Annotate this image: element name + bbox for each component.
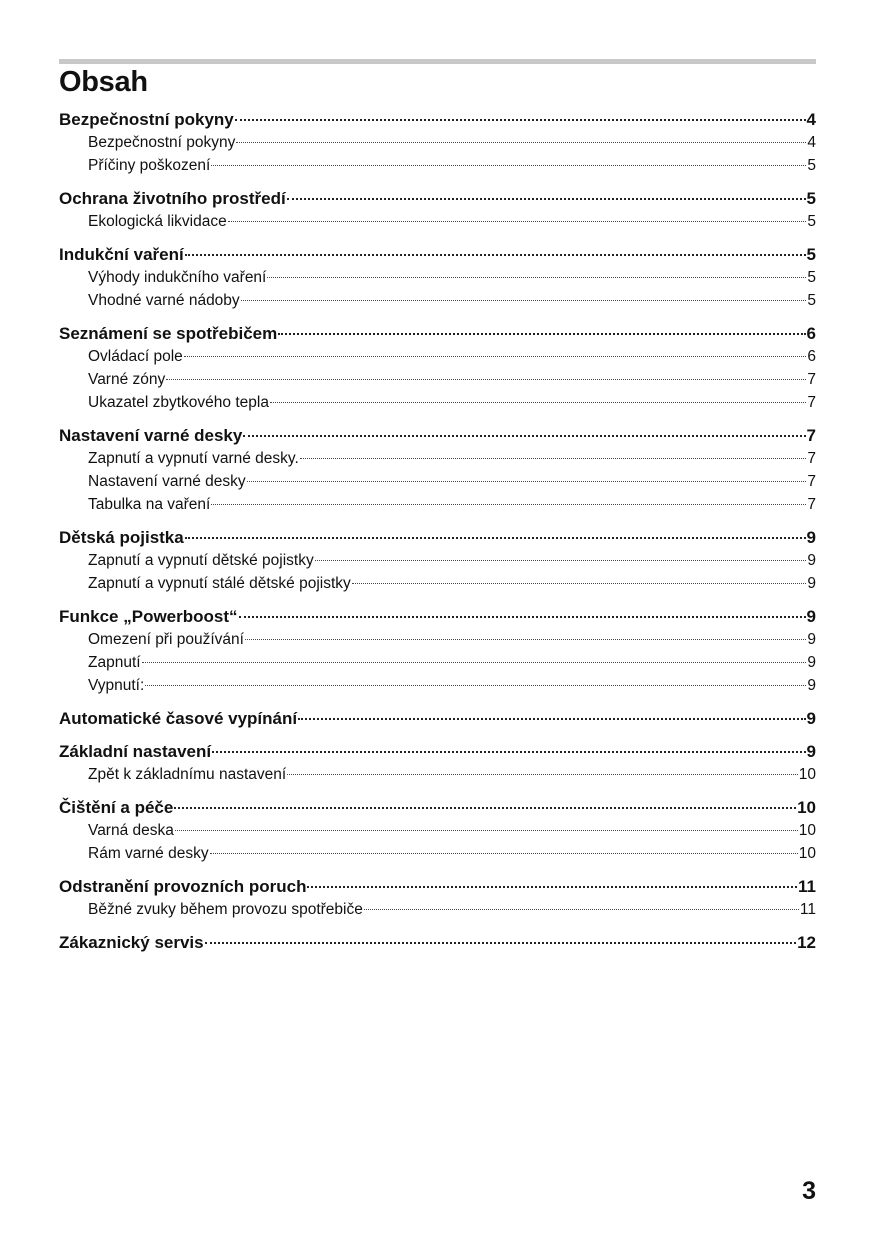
toc-section <box>59 796 816 865</box>
toc-entry-page: 9 <box>807 552 816 569</box>
dot-leader <box>247 481 807 482</box>
dot-leader <box>175 830 798 831</box>
toc-section <box>59 424 816 516</box>
toc-heading[interactable] <box>59 796 816 819</box>
dot-leader <box>235 119 806 121</box>
toc-entry-label: Ekologická likvidace <box>88 213 227 230</box>
dot-leader <box>185 537 806 539</box>
toc-entry[interactable] <box>59 842 816 865</box>
toc-heading-label: Ochrana životního prostředí <box>59 189 286 208</box>
toc-entry[interactable] <box>59 154 816 177</box>
toc-heading-label: Seznámení se spotřebičem <box>59 324 278 343</box>
toc-entry-page: 9 <box>807 631 816 648</box>
dot-leader <box>245 639 806 640</box>
toc-heading[interactable] <box>59 108 816 131</box>
page-title: Obsah <box>59 66 148 98</box>
toc-section <box>59 740 816 786</box>
dot-leader <box>241 300 807 301</box>
toc-entry-page: 4 <box>807 134 816 151</box>
toc-heading-page: 5 <box>806 189 816 208</box>
page-number: 3 <box>802 1177 816 1205</box>
toc-heading[interactable] <box>59 605 816 628</box>
dot-leader <box>205 942 796 944</box>
dot-leader <box>270 402 806 403</box>
toc-entry-page: 11 <box>799 901 816 918</box>
dot-leader <box>236 142 806 143</box>
toc-entry[interactable] <box>59 651 816 674</box>
toc-entry[interactable] <box>59 674 816 697</box>
toc-heading[interactable] <box>59 740 816 763</box>
toc-heading-page: 9 <box>806 528 816 547</box>
dot-leader <box>300 458 807 459</box>
dot-leader <box>352 583 807 584</box>
toc-entry-label: Bezpečnostní pokyny <box>88 134 236 151</box>
toc-entry-page: 7 <box>807 371 816 388</box>
toc-heading-label: Čištění a péče <box>59 798 174 817</box>
dot-leader <box>174 807 796 809</box>
toc-heading-label: Indukční vaření <box>59 245 184 264</box>
toc-entry-label: Omezení při používání <box>88 631 244 648</box>
dot-leader <box>364 909 799 910</box>
toc-heading-page: 9 <box>806 607 816 626</box>
toc-entry[interactable] <box>59 628 816 651</box>
toc-entry[interactable] <box>59 131 816 154</box>
dot-leader <box>278 333 805 335</box>
dot-leader <box>315 560 807 561</box>
toc-entry-label: Varná deska <box>88 822 174 839</box>
toc-entry-label: Zpět k základnímu nastavení <box>88 766 287 783</box>
toc-entry[interactable] <box>59 493 816 516</box>
toc-entry-page: 7 <box>807 450 816 467</box>
toc-heading-label: Zákaznický servis <box>59 933 204 952</box>
toc-entry-label: Zapnutí a vypnutí dětské pojistky <box>88 552 314 569</box>
dot-leader <box>185 254 806 256</box>
toc-entry[interactable] <box>59 470 816 493</box>
toc-entry[interactable] <box>59 210 816 233</box>
toc-heading-page: 6 <box>806 324 816 343</box>
toc-heading-page: 12 <box>797 933 816 952</box>
toc-entry[interactable] <box>59 345 816 368</box>
toc-heading-label: Automatické časové vypínání <box>59 709 298 728</box>
toc-entry[interactable] <box>59 819 816 842</box>
table-of-contents <box>59 108 816 964</box>
toc-entry-page: 7 <box>807 496 816 513</box>
toc-heading-page: 10 <box>797 798 816 817</box>
dot-leader <box>243 435 805 437</box>
toc-heading-page: 11 <box>798 877 816 896</box>
dot-leader <box>142 662 807 663</box>
toc-heading[interactable] <box>59 187 816 210</box>
dot-leader <box>210 853 798 854</box>
toc-heading[interactable] <box>59 875 816 898</box>
toc-entry-label: Zapnutí <box>88 654 141 671</box>
dot-leader <box>287 198 806 200</box>
toc-entry-page: 5 <box>807 157 816 174</box>
toc-heading-label: Bezpečnostní pokyny <box>59 110 234 129</box>
toc-heading[interactable] <box>59 424 816 447</box>
toc-section <box>59 322 816 414</box>
toc-heading-label: Základní nastavení <box>59 742 212 761</box>
toc-section <box>59 187 816 233</box>
toc-heading-page: 9 <box>806 709 816 728</box>
toc-heading-page: 9 <box>806 742 816 761</box>
toc-entry-label: Ovládací pole <box>88 348 183 365</box>
toc-entry[interactable] <box>59 549 816 572</box>
top-rule <box>59 59 816 64</box>
toc-heading-page: 4 <box>806 110 816 129</box>
toc-entry[interactable] <box>59 447 816 470</box>
toc-heading[interactable] <box>59 243 816 266</box>
toc-section <box>59 707 816 730</box>
toc-entry[interactable] <box>59 763 816 786</box>
toc-heading-label: Dětská pojistka <box>59 528 184 547</box>
toc-entry-page: 10 <box>798 766 816 783</box>
dot-leader <box>211 504 806 505</box>
dot-leader <box>166 379 806 380</box>
toc-entry-page: 6 <box>807 348 816 365</box>
toc-section <box>59 108 816 177</box>
toc-heading-page: 5 <box>806 245 816 264</box>
dot-leader <box>267 277 806 278</box>
toc-entry[interactable] <box>59 266 816 289</box>
toc-entry-label: Ukazatel zbytkového tepla <box>88 394 269 411</box>
toc-entry-page: 9 <box>807 654 816 671</box>
toc-entry-label: Příčiny poškození <box>88 157 211 174</box>
toc-entry[interactable] <box>59 368 816 391</box>
toc-entry-label: Zapnutí a vypnutí stálé dětské pojistky <box>88 575 351 592</box>
toc-section <box>59 605 816 697</box>
toc-entry[interactable] <box>59 898 816 921</box>
dot-leader <box>212 751 805 753</box>
toc-entry-page: 9 <box>807 575 816 592</box>
toc-entry-label: Tabulka na vaření <box>88 496 211 513</box>
toc-section <box>59 931 816 954</box>
toc-entry[interactable] <box>59 572 816 595</box>
toc-entry-page: 7 <box>807 394 816 411</box>
toc-entry-label: Výhody indukčního vaření <box>88 269 267 286</box>
toc-entry-page: 5 <box>807 269 816 286</box>
dot-leader <box>211 165 806 166</box>
toc-entry-label: Varné zóny <box>88 371 166 388</box>
dot-leader <box>298 718 805 720</box>
toc-entry-label: Vhodné varné nádoby <box>88 292 240 309</box>
toc-heading[interactable] <box>59 931 816 954</box>
dot-leader <box>239 616 806 618</box>
toc-entry-page: 10 <box>798 822 816 839</box>
toc-section <box>59 526 816 595</box>
toc-heading[interactable] <box>59 526 816 549</box>
toc-entry[interactable] <box>59 391 816 414</box>
toc-heading-page: 7 <box>806 426 816 445</box>
toc-entry[interactable] <box>59 289 816 312</box>
toc-heading-label: Funkce „Powerboost“ <box>59 607 238 626</box>
toc-entry-page: 9 <box>807 677 816 694</box>
toc-entry-label: Rám varné desky <box>88 845 209 862</box>
dot-leader <box>307 886 797 888</box>
toc-heading[interactable] <box>59 707 816 730</box>
toc-entry-label: Nastavení varné desky <box>88 473 246 490</box>
toc-entry-label: Běžné zvuky během provozu spotřebiče <box>88 901 363 918</box>
toc-heading[interactable] <box>59 322 816 345</box>
toc-section <box>59 875 816 921</box>
toc-section <box>59 243 816 312</box>
toc-entry-page: 5 <box>807 213 816 230</box>
dot-leader <box>287 774 798 775</box>
dot-leader <box>145 685 806 686</box>
toc-entry-label: Vypnutí: <box>88 677 145 694</box>
toc-entry-page: 5 <box>807 292 816 309</box>
toc-heading-label: Nastavení varné desky <box>59 426 243 445</box>
toc-heading-label: Odstranění provozních poruch <box>59 877 307 896</box>
toc-entry-page: 7 <box>807 473 816 490</box>
dot-leader <box>228 221 807 222</box>
toc-entry-page: 10 <box>798 845 816 862</box>
dot-leader <box>184 356 807 357</box>
toc-entry-label: Zapnutí a vypnutí varné desky. <box>88 450 299 467</box>
